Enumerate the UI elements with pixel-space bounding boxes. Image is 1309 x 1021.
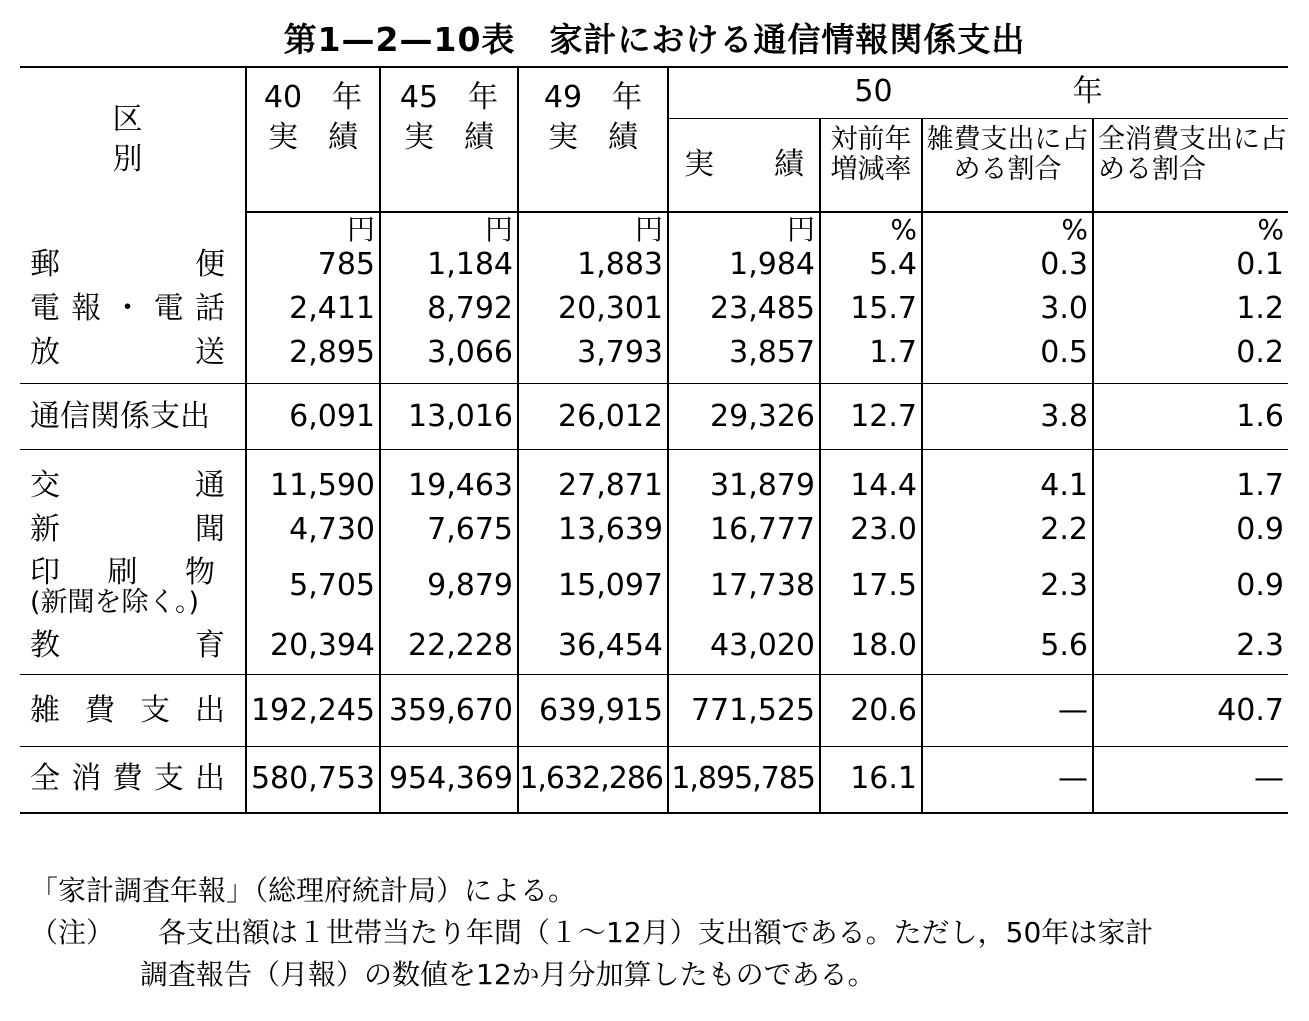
header-yoy: 対前年増減率 [820, 118, 922, 212]
cell-v49: 1,632,286 [518, 747, 668, 813]
cell-v49: 13,639 [518, 508, 668, 552]
cell-v45: 22,228 [380, 618, 518, 675]
cell-v45: 3,066 [380, 331, 518, 384]
note-label: （注） [30, 916, 115, 949]
table-row [20, 552, 1288, 618]
row-label: 郵便 [30, 247, 225, 282]
cell-yoy: 18.0 [820, 618, 922, 675]
row-label: 雑費支出 [20, 675, 246, 747]
cell-v45: 359,670 [380, 675, 518, 747]
cell-yoy: 1.7 [820, 331, 922, 384]
cell-yoy: 23.0 [820, 508, 922, 552]
cell-v40: 6,091 [246, 384, 380, 450]
cell-v50: 16,777 [668, 508, 820, 552]
header-jisseki-49: 実 績 [518, 118, 668, 212]
cell-v45: 13,016 [380, 384, 518, 450]
unit-yen: 円 [518, 212, 668, 243]
cell-v50: 23,485 [668, 287, 820, 331]
cell-v45: 19,463 [380, 450, 518, 509]
header-y49: 49 年 [518, 67, 668, 118]
row-label-main: 印刷物 [30, 555, 215, 590]
row-label: 全消費支出 [20, 747, 246, 813]
table-row [20, 243, 1288, 287]
table-row [20, 450, 1288, 509]
cell-v45: 9,879 [380, 552, 518, 618]
cell-yoy: 16.1 [820, 747, 922, 813]
cell-yoy: 17.5 [820, 552, 922, 618]
cell-v40: 2,895 [246, 331, 380, 384]
table-title: 第1—2—10表 家計における通信情報関係支出 [283, 20, 1026, 59]
note-line-2: 調査報告（月報）の数値を12か月分加算したものである。 [140, 958, 876, 991]
cell-v49: 26,012 [518, 384, 668, 450]
cell-v50: 1,984 [668, 243, 820, 287]
row-label: 交通 [20, 450, 246, 509]
cell-v40: 20,394 [246, 618, 380, 675]
note-text-1: 各支出額は１世帯当たり年間（１～12月）支出額である。ただし，50年は家計 [158, 916, 1154, 949]
header-jisseki-40: 実 績 [246, 118, 380, 212]
cell-v49: 27,871 [518, 450, 668, 509]
note-line-1 [30, 912, 1280, 954]
header-y50: 50 年 [668, 67, 1288, 118]
table-row [20, 384, 1288, 450]
cell-v50: 31,879 [668, 450, 820, 509]
cell-v50: 29,326 [668, 384, 820, 450]
unit-yen: 円 [246, 212, 380, 243]
row-label: 通信関係支出 [20, 384, 246, 450]
header-jisseki-50: 実 績 [668, 118, 820, 212]
cell-v45: 8,792 [380, 287, 518, 331]
table-row [20, 287, 1288, 331]
cell-total: — [1093, 747, 1288, 813]
row-label: 教育 [30, 628, 225, 663]
cell-v50: 771,525 [668, 675, 820, 747]
cell-total: 40.7 [1093, 675, 1288, 747]
unit-pct: % [1093, 212, 1288, 243]
table-row [20, 618, 1288, 675]
cell-v40: 785 [246, 243, 380, 287]
cell-misc: 3.0 [922, 287, 1093, 331]
cell-misc: — [922, 747, 1093, 813]
cell-v45: 954,369 [380, 747, 518, 813]
table-row [20, 675, 1288, 747]
cell-v45: 7,675 [380, 508, 518, 552]
table-row [20, 508, 1288, 552]
cell-misc: 5.6 [922, 618, 1093, 675]
cell-total: 0.2 [1093, 331, 1288, 384]
cell-misc: 2.2 [922, 508, 1093, 552]
row-label: 放送 [30, 335, 225, 370]
row-label-sub: (新聞を除く。) [30, 587, 200, 618]
cell-v40: 2,411 [246, 287, 380, 331]
cell-v49: 639,915 [518, 675, 668, 747]
expenditure-table [20, 66, 1288, 814]
cell-total: 1.2 [1093, 287, 1288, 331]
cell-v49: 20,301 [518, 287, 668, 331]
header-y40: 40 年 [246, 67, 380, 118]
row-label [20, 552, 246, 618]
cell-total: 1.6 [1093, 384, 1288, 450]
header-kind: 区別 [20, 67, 246, 212]
cell-misc: — [922, 675, 1093, 747]
cell-yoy: 20.6 [820, 675, 922, 747]
cell-v49: 36,454 [518, 618, 668, 675]
cell-misc: 0.5 [922, 331, 1093, 384]
cell-v50: 3,857 [668, 331, 820, 384]
cell-total: 2.3 [1093, 618, 1288, 675]
cell-v49: 1,883 [518, 243, 668, 287]
cell-v50: 43,020 [668, 618, 820, 675]
table-row [20, 331, 1288, 384]
cell-v50: 17,738 [668, 552, 820, 618]
header-misc-share: 雑費支出に占める割合 [922, 118, 1093, 212]
cell-v40: 5,705 [246, 552, 380, 618]
cell-misc: 3.8 [922, 384, 1093, 450]
header-total-share: 全消費支出に占める割合 [1093, 118, 1288, 212]
cell-yoy: 5.4 [820, 243, 922, 287]
cell-v40: 192,245 [246, 675, 380, 747]
cell-v49: 15,097 [518, 552, 668, 618]
cell-yoy: 12.7 [820, 384, 922, 450]
source-note: 「家計調査年報」（総理府統計局）による。 [30, 874, 577, 907]
table-row [20, 747, 1288, 813]
unit-pct: % [820, 212, 922, 243]
cell-total: 0.1 [1093, 243, 1288, 287]
cell-v40: 4,730 [246, 508, 380, 552]
cell-v40: 11,590 [246, 450, 380, 509]
row-label: 新聞 [30, 512, 225, 547]
cell-v50: 1,895,785 [668, 747, 820, 813]
unit-pct: % [922, 212, 1093, 243]
cell-v45: 1,184 [380, 243, 518, 287]
cell-v49: 3,793 [518, 331, 668, 384]
cell-total: 0.9 [1093, 508, 1288, 552]
row-label: 電報・電話 [30, 291, 225, 326]
unit-yen: 円 [380, 212, 518, 243]
cell-misc: 4.1 [922, 450, 1093, 509]
cell-v40: 580,753 [246, 747, 380, 813]
cell-total: 1.7 [1093, 450, 1288, 509]
cell-yoy: 15.7 [820, 287, 922, 331]
cell-misc: 2.3 [922, 552, 1093, 618]
cell-total: 0.9 [1093, 552, 1288, 618]
header-jisseki-45: 実 績 [380, 118, 518, 212]
unit-yen: 円 [668, 212, 820, 243]
header-y45: 45 年 [380, 67, 518, 118]
notes [30, 870, 1280, 996]
cell-misc: 0.3 [922, 243, 1093, 287]
cell-yoy: 14.4 [820, 450, 922, 509]
